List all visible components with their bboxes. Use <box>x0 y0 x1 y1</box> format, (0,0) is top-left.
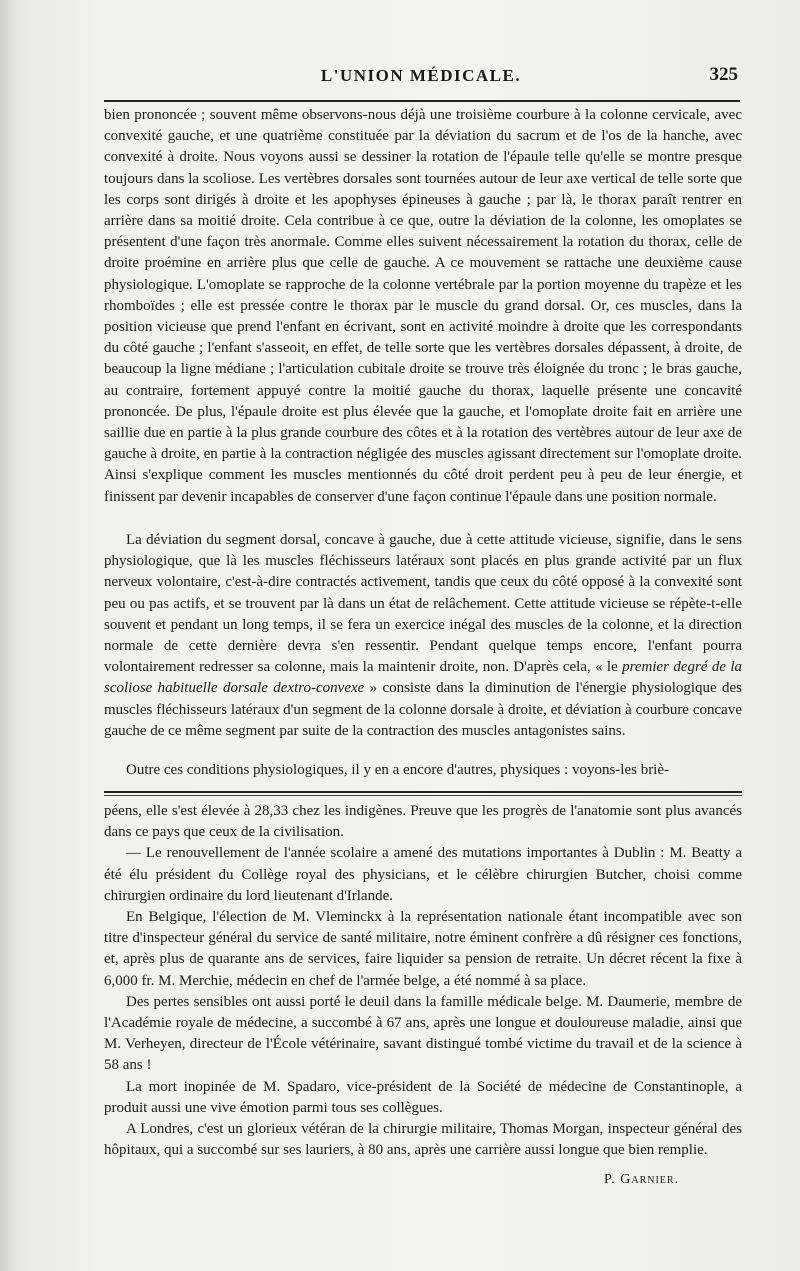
running-header <box>104 66 738 88</box>
news-item: — Le renouvellement de l'année scolaire a amené des mutations importantes à Dublin : M. Beatty a été élu président du Collège royal des physicians, et le célèbre chirurgien Butcher, choisi comme chirurgien ordinaire du lord lieutenant d'Irlande. <box>104 845 742 904</box>
journal-title: L'UNION MÉDICALE. <box>320 66 522 85</box>
news-item: Des pertes sensibles ont aussi porté le deuil dans la famille médicale belge. M. Daumerie, membre de l'Académie royale de médecine, a succombé à 67 ans, après une longue et douloureuse maladie, ainsi que M. Verheyen, directeur de l'École vétérinaire, savant distingué tombé victime du travail et de la science à 58 ans ! <box>104 993 742 1074</box>
deviation-paragraph <box>104 530 742 742</box>
deviation-section <box>104 530 742 742</box>
page-binding-shadow <box>0 0 18 1271</box>
news-item: La mort inopinée de M. Spadaro, vice-président de la Société de médecine de Constantinople, a produit aussi une vive émotion parmi tous ses collègues. <box>104 1078 742 1116</box>
author-signature: P. Garnier. <box>604 1172 680 1187</box>
news-column <box>104 801 742 1161</box>
news-item: En Belgique, l'élection de M. Vleminckx à la représentation nationale étant incompatible avec son titre d'inspecteur général du service de santé militaire, notre éminent confrère a dû résigner ces fonctions, et, après plus de quarante ans de services, faire liquider sa pension de retraite. Un décret récent la fixe à 6,000 fr. M. Merchie, médecin en chef de l'armée belge, a été nommé à sa place. <box>104 909 742 989</box>
news-item: A Londres, c'est un glorieux vétéran de la chirurgie militaire, Thomas Morgan, inspecteur général des hôpitaux, qui a succombé sur ses lauriers, à 80 ans, après une carrière aussi longue que bien remplie. <box>104 1121 742 1159</box>
section-divider-thin <box>104 795 742 796</box>
scoliosis-degree-term: premier degré de la scoliose habituelle dorsale dextro-convexe <box>104 659 742 697</box>
header-rule <box>104 100 740 102</box>
deviation-text-after: » consiste dans la diminution de l'énergie physiologique des muscles fléchisseurs latéraux d'un segment de la colonne dorsale à droite, et déviation à courbure concave gauche de ce même segment par suite de la contraction des muscles antagonistes sains. <box>104 680 743 739</box>
deviation-text-before: La déviation du segment dorsal, concave à gauche, due à cette attitude vicieuse, signifie, dans le sens physiologique, que là les muscles fléchisseurs latéraux sont placés en plus grande activité par un flux nerveux volontaire, c'est-à-dire contractés activement, tandis que ceux du côté opposé à la convexité sont peu ou pas actifs, et se trouvent par là dans un état de relâchement. Cette attitude vicieuse se répète-t-elle souvent et pendant un long temps, il se fera un exercice inégal des muscles de la colonne, et la direction normale de cette dernière devra s'en ressentir. Pendant quelque temps encore, l'enfant pourra volontairement redresser sa colonne, mais la maintenir droite, non. D'après cela, « le <box>104 532 742 676</box>
main-paragraph: bien prononcée ; souvent même observons-nous déjà une troisième courbure à la colonne cervicale, avec convexité gauche, et une quatrième constituée par la déviation du sacrum et de l'os de la hanche, avec convexité à droite. Nous voyons aussi se dessiner la rotation de l'épaule telle qu'elle se montre presque toujours dans la scoliose. Les vertèbres dorsales sont tournées autour de leur axe vertical de telle sorte que les corps sont dirigés à droite et les apophyses épineuses à gauche ; par là, le thorax paraît rentrer en arrière dans sa moitié droite. Cela contribue à ce que, outre la déviation de la colonne, les omoplates se présentent d'une façon très anormale. Comme elles suivent nécessairement la rotation du thorax, celle de droite proémine en arrière plus que celle de gauche. A ce mouvement se rattache une deuxième cause physiologique. L'omoplate se rapproche de la colonne vertébrale par la portion moyenne du trapèze et les rhomboïdes ; elle est pressée contre le thorax par le muscle du grand dorsal. Or, ces muscles, dans la position vicieuse que prend l'enfant en écrivant, sont en activité moindre à droite que les correspondants du côté gauche ; l'enfant s'asseoit, en effet, de telle sorte que les vertèbres dorsales dépassent, à droite, de beaucoup la ligne médiane ; l'articulation cubitale droite se trouve très éloignée du tronc ; le bras gauche, au contraire, fortement appuyé contre la moitié gauche du thorax, laquelle présente une concavité prononcée. De plus, l'épaule droite est plus élevée que la gauche, et l'omoplate droite fait en arrière une saillie due en partie à la plus grande courbure des côtes et à la rotation des vertèbres autour de leur axe de gauche à droite, en partie à la contraction négligée des muscles agissant directement sur l'omoplate droite. Ainsi s'explique comment les muscles mentionnés du côté droit perdent peu à peu de leur énergie, et finissent par devenir incapables de conserver d'une façon continue l'épaule dans une position normale. <box>104 107 742 505</box>
section-divider <box>104 791 742 793</box>
page-number: 325 <box>709 64 738 85</box>
news-continuation: péens, elle s'est élevée à 28,33 chez les indigènes. Preuve que les progrès de l'anatomie sont plus avancés dans ce pays que ceux de la civilisation. <box>104 803 742 841</box>
outre-paragraph: Outre ces conditions physiologiques, il y en a encore d'autres, physiques : voyons-les briè- <box>126 762 670 778</box>
article-body <box>104 105 742 508</box>
outre-section <box>104 760 742 781</box>
